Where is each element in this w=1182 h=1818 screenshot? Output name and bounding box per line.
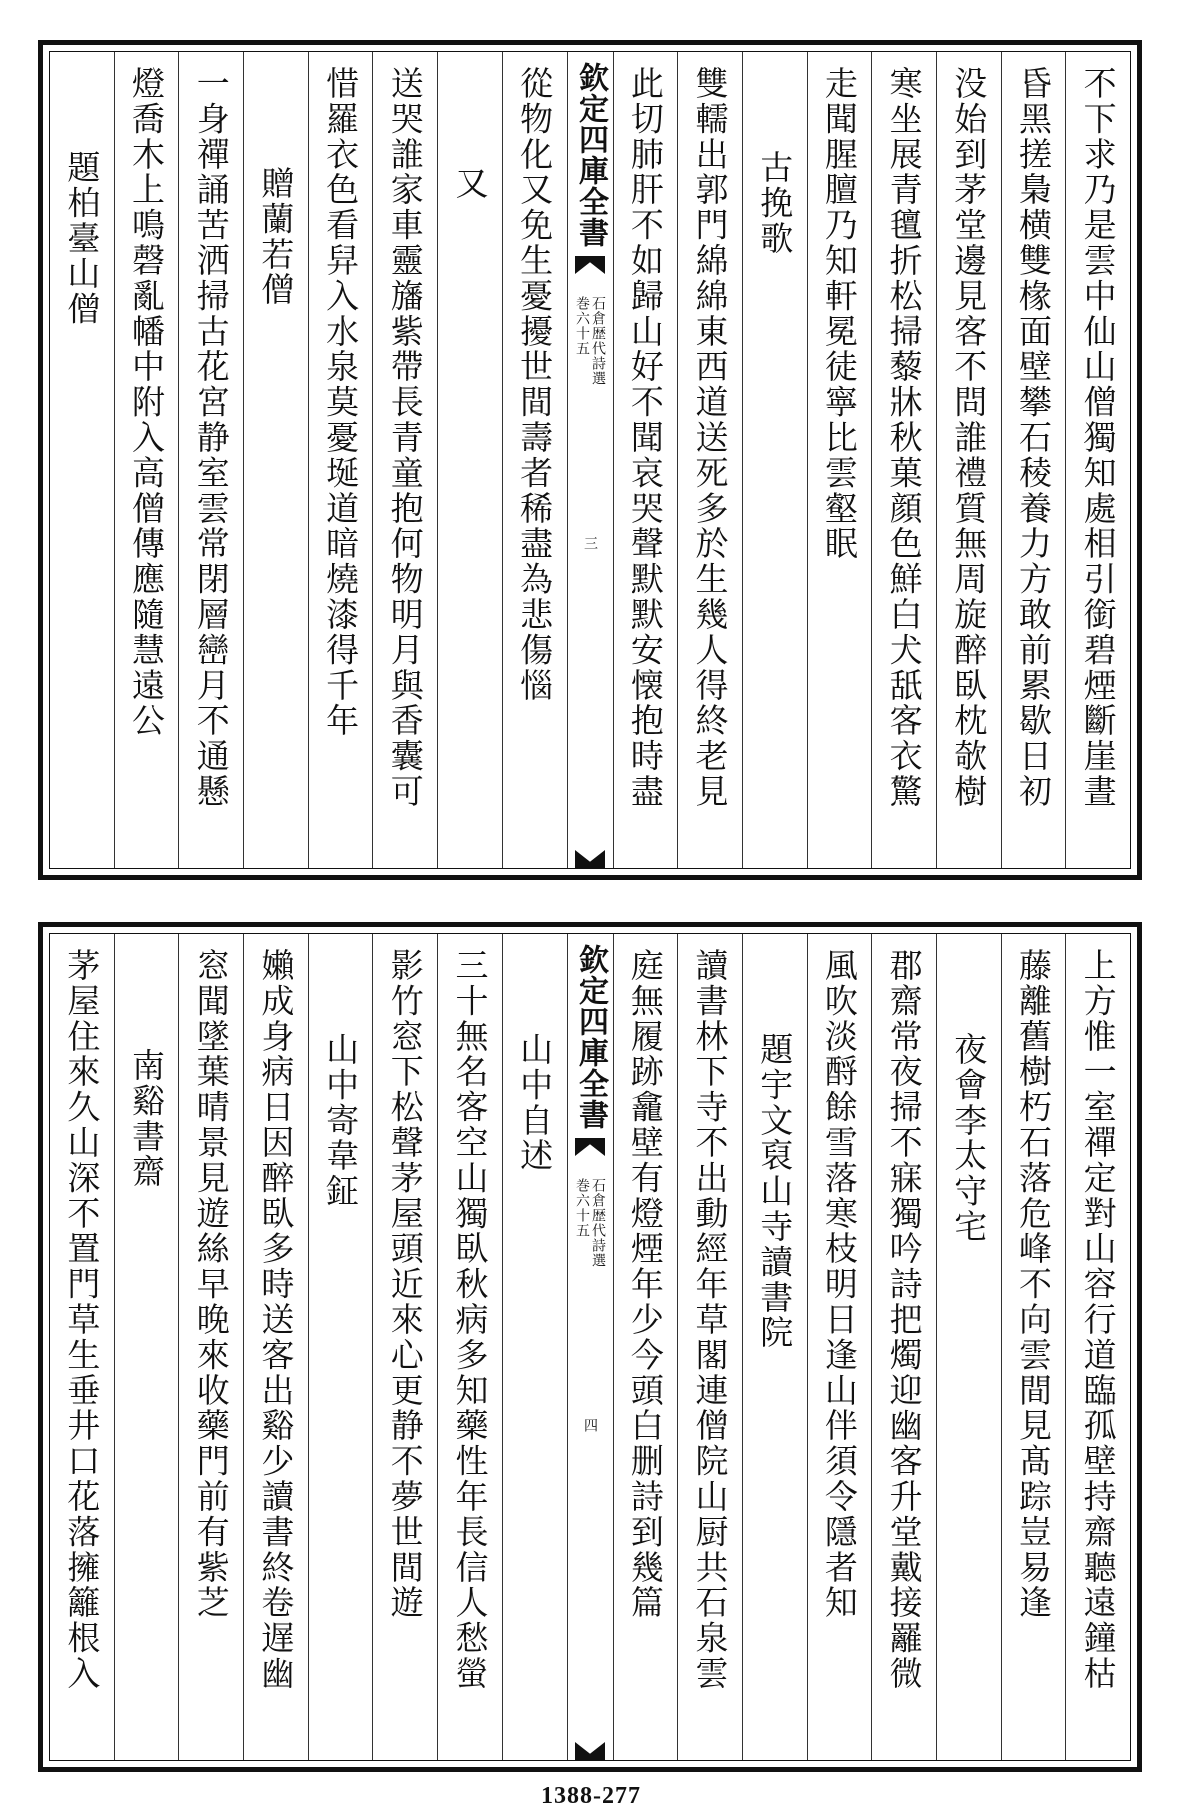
- column-text: 上方惟一室禪定對山容行道臨孤壁持齋聽遠鐘枯: [1078, 948, 1118, 1692]
- leaf-number: 四: [582, 1418, 598, 1432]
- poem-title: 題宇文裒山寺讀書院: [755, 1032, 795, 1351]
- fishtail-ornament: [575, 1742, 605, 1760]
- poem-title: 古挽歌: [755, 150, 795, 257]
- text-column: [1001, 934, 1066, 1760]
- top-page: [38, 40, 1142, 880]
- column-text: 茅屋住來久山深不置門草生垂井口花落擁籬根入: [62, 948, 102, 1692]
- text-column: [372, 934, 437, 1760]
- poem-title: 南谿書齋: [127, 1048, 167, 1190]
- fishtail-ornament: [575, 256, 605, 274]
- poem-title-column: [742, 934, 807, 1760]
- column-text: 没始到茅堂邊見客不問誰禮質無周旋醉臥枕欹樹: [949, 66, 989, 810]
- volume-label: 巻六十五: [574, 296, 590, 356]
- column-text: 郡齋常夜掃不寐獨吟詩把燭迎幽客升堂戴接䍦微: [884, 948, 924, 1692]
- center-spine: [567, 934, 613, 1760]
- text-column: [1065, 52, 1130, 868]
- column-text: 燈喬木上鳴磬亂幡中附入高僧傳應隨慧遠公: [127, 66, 167, 739]
- text-column: [871, 52, 936, 868]
- text-column: [114, 52, 179, 868]
- text-column: [308, 52, 373, 868]
- fishtail-ornament: [575, 1138, 605, 1156]
- poem-title-column: [437, 52, 502, 868]
- page-number: 1388-277: [541, 1783, 641, 1809]
- bottom-page: [38, 922, 1142, 1772]
- column-text: 窓聞墜葉晴景見遊絲早晚來收藥門前有紫芝: [191, 948, 231, 1621]
- poem-title-column: [502, 934, 567, 1760]
- column-text: 寒坐展青氊折松掃藜牀秋菓顔色鮮白犬舐客衣驚: [884, 66, 924, 810]
- poem-title: 山中自述: [515, 1032, 555, 1174]
- poem-title: 贈蘭若僧: [256, 166, 296, 308]
- poem-title-column: [742, 52, 807, 868]
- column-text: 昏黑搓梟横雙椽面壁攀石稜養力方敢前累歇日初: [1013, 66, 1053, 810]
- text-column: [1065, 934, 1130, 1760]
- text-column: [437, 934, 502, 1760]
- column-text: 讀書林下寺不出動經年草閣連僧院山厨共石泉雲: [690, 948, 730, 1692]
- poem-title-column: [50, 52, 114, 868]
- poem-title-column: [308, 934, 373, 1760]
- collection-title: 欽定四庫全書: [573, 62, 608, 248]
- text-column: [50, 934, 114, 1760]
- column-text: 一身禪誦苦洒掃古花宮静室雲常閉層巒月不通懸: [191, 66, 231, 810]
- column-text: 嬾成身病日因醉臥多時送客出谿少讀書終卷遅幽: [256, 948, 296, 1692]
- poem-title: 題柏臺山僧: [62, 150, 102, 327]
- text-column: [1001, 52, 1066, 868]
- column-text: 風吹淡酹餘雪落寒枝明日逢山伴須令隱者知: [819, 948, 859, 1621]
- book-title: 石倉歴代詩選: [590, 1178, 606, 1268]
- text-column: [807, 52, 872, 868]
- column-text: 影竹窓下松聲茅屋頭近來心更静不夢世間遊: [385, 948, 425, 1621]
- top-page-frame: [49, 51, 1131, 869]
- text-column: [936, 52, 1001, 868]
- poem-title-column: [243, 52, 308, 868]
- column-text: 從物化又免生憂擾世間壽者稀盡為悲傷惱: [515, 66, 555, 704]
- column-text: 走聞腥膻乃知軒冕徒寧比雲壑眠: [819, 66, 859, 562]
- spine-info: [575, 1178, 605, 1268]
- column-text: 此切肺肝不如歸山好不聞哀哭聲默默安懐抱時盡: [625, 66, 665, 810]
- text-column: [613, 934, 678, 1760]
- text-column: [178, 52, 243, 868]
- poem-title-column: [936, 934, 1001, 1760]
- spine-info: [575, 296, 605, 386]
- fishtail-ornament: [575, 850, 605, 868]
- column-text: 三十無名客空山獨臥秋病多知藥性年長信人愁螢: [450, 948, 490, 1692]
- center-spine: [567, 52, 613, 868]
- book-title: 石倉歴代詩選: [590, 296, 606, 386]
- text-column: [677, 934, 742, 1760]
- text-column: [677, 52, 742, 868]
- text-column: [871, 934, 936, 1760]
- volume-label: 巻六十五: [574, 1178, 590, 1238]
- column-text: 藤離舊樹朽石落危峰不向雲間見髙踪豈易逢: [1013, 948, 1053, 1621]
- text-column: [613, 52, 678, 868]
- poem-title: 又: [450, 166, 490, 202]
- column-text: 雙轜出郭門綿綿東西道送死多於生幾人得終老見: [690, 66, 730, 810]
- poem-title: 夜會李太守宅: [949, 1032, 989, 1245]
- text-column: [502, 52, 567, 868]
- poem-title: 山中寄韋鉦: [321, 1032, 361, 1209]
- poem-title-column: [114, 934, 179, 1760]
- bottom-page-frame: [49, 933, 1131, 1761]
- text-column: [807, 934, 872, 1760]
- column-text: 不下求乃是雲中仙山僧獨知處相引銜碧煙斷崖晝: [1078, 66, 1118, 810]
- text-column: [178, 934, 243, 1760]
- text-column: [243, 934, 308, 1760]
- collection-title: 欽定四庫全書: [573, 944, 608, 1130]
- leaf-number: 三: [582, 536, 598, 550]
- column-text: 惜羅衣色看舁入水泉莫憂埏道暗燒漆得千年: [321, 66, 361, 739]
- column-text: 送哭誰家車靈旛紫帶長青童抱何物明月與香囊可: [385, 66, 425, 810]
- column-text: 庭無履跡龕壁有燈煙年少今頭白删詩到幾篇: [625, 948, 665, 1621]
- text-column: [372, 52, 437, 868]
